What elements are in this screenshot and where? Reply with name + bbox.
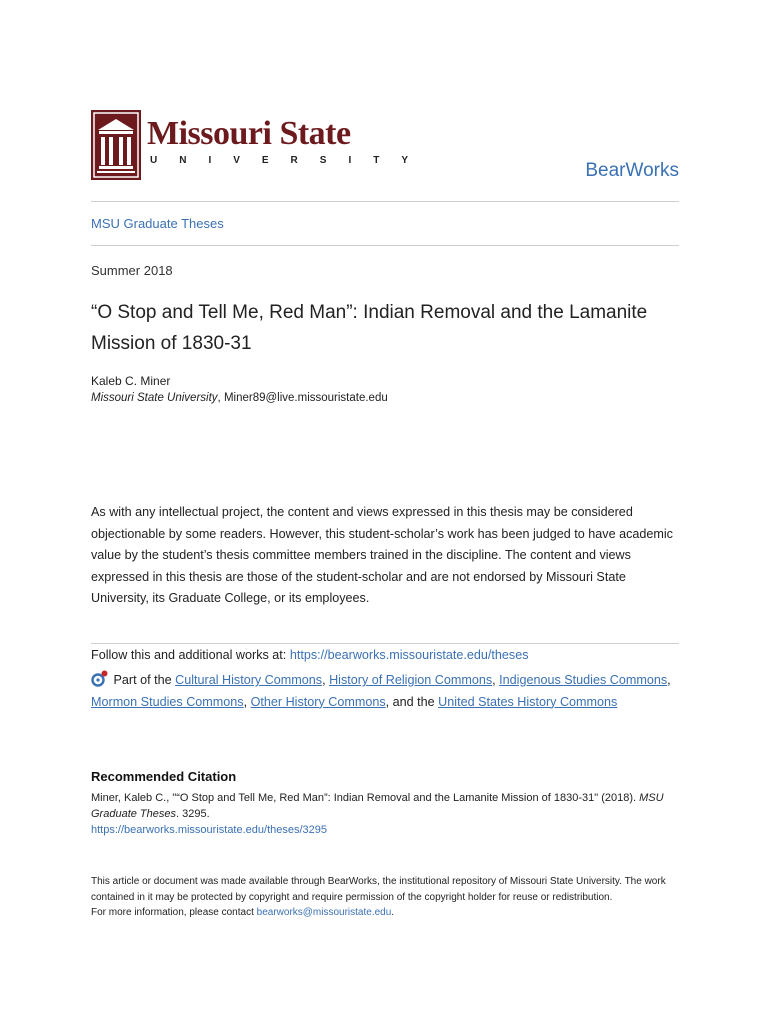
- separator: ,: [492, 673, 500, 687]
- part-of-prefix: Part of the: [110, 673, 176, 687]
- citation-text: Miner, Kaleb C., "“O Stop and Tell Me, Red Man”: Indian Removal and the Lamanite Mission of 1830-31" (2018).: [91, 792, 640, 804]
- commons-link-cultural-history[interactable]: Cultural History Commons: [175, 673, 323, 687]
- follow-line: [91, 648, 529, 662]
- author-email: Miner89@live.missouristate.edu: [223, 392, 388, 404]
- repository-name: BearWorks: [585, 160, 679, 181]
- commons-link-indigenous-studies[interactable]: Indigenous Studies Commons: [499, 673, 668, 687]
- commons-link-mormon-studies[interactable]: Mormon Studies Commons: [91, 694, 244, 709]
- affiliation-separator: ,: [217, 392, 224, 404]
- commons-link-history-of-religion[interactable]: History of Religion Commons: [329, 673, 493, 687]
- university-name: Missouri State: [147, 115, 351, 152]
- contact-email-link[interactable]: bearworks@missouristate.edu: [256, 907, 392, 918]
- follow-prefix: Follow this and additional works at:: [91, 648, 290, 662]
- author-name: Kaleb C. Miner: [91, 374, 171, 388]
- follow-url-link[interactable]: https://bearworks.missouristate.edu/theses: [289, 648, 529, 662]
- affiliation-name: Missouri State University: [91, 392, 218, 404]
- commons-link-us-history[interactable]: United States History Commons: [438, 694, 618, 709]
- citation-url-link[interactable]: https://bearworks.missouristate.edu/theses/3295: [91, 824, 328, 836]
- citation-body: [91, 790, 679, 838]
- disclaimer-text: As with any intellectual project, the content and views expressed in this thesis may be considered objectionable by some readers. However, this student-scholar’s work has been judged to have academic value by the student’s thesis committee members trained in the discipline. The content and views expressed in this thesis are those of the student-scholar and are not endorsed by Missouri State University, its Graduate College, or its employees.: [91, 505, 673, 605]
- publication-date: Summer 2018: [91, 263, 173, 278]
- citation-journal: MSU Graduate Theses: [91, 792, 664, 820]
- citation-number: . 3295.: [176, 808, 210, 820]
- citation-heading: Recommended Citation: [91, 769, 237, 784]
- divider: [91, 245, 679, 246]
- separator: ,: [243, 694, 251, 709]
- contact-suffix: .: [391, 907, 395, 918]
- separator: ,: [322, 673, 330, 687]
- network-commons-icon: [91, 670, 108, 687]
- university-subtitle: UNIVERSITY: [150, 155, 431, 166]
- series-link[interactable]: MSU Graduate Theses: [91, 216, 224, 231]
- contact-prefix: For more information, please contact: [91, 907, 257, 918]
- separator-and: , and the: [385, 694, 439, 709]
- thesis-title: “O Stop and Tell Me, Red Man”: Indian Removal and the Lamanite Mission of 1830-31: [91, 302, 648, 354]
- author-affiliation: [91, 392, 388, 404]
- divider: [91, 201, 679, 202]
- part-of-commons: [91, 670, 679, 713]
- divider: [91, 643, 679, 644]
- missouri-state-logo-icon: [91, 110, 141, 180]
- commons-link-other-history[interactable]: Other History Commons: [250, 694, 386, 709]
- separator: ,: [667, 673, 671, 687]
- footer-text: This article or document was made available through BearWorks, the institutional repository of Missouri State University. The work contained in it may be protected by copyright and require permission of the copyright holder for reuse or redistribution.: [91, 876, 666, 903]
- footer-notice: [91, 874, 679, 921]
